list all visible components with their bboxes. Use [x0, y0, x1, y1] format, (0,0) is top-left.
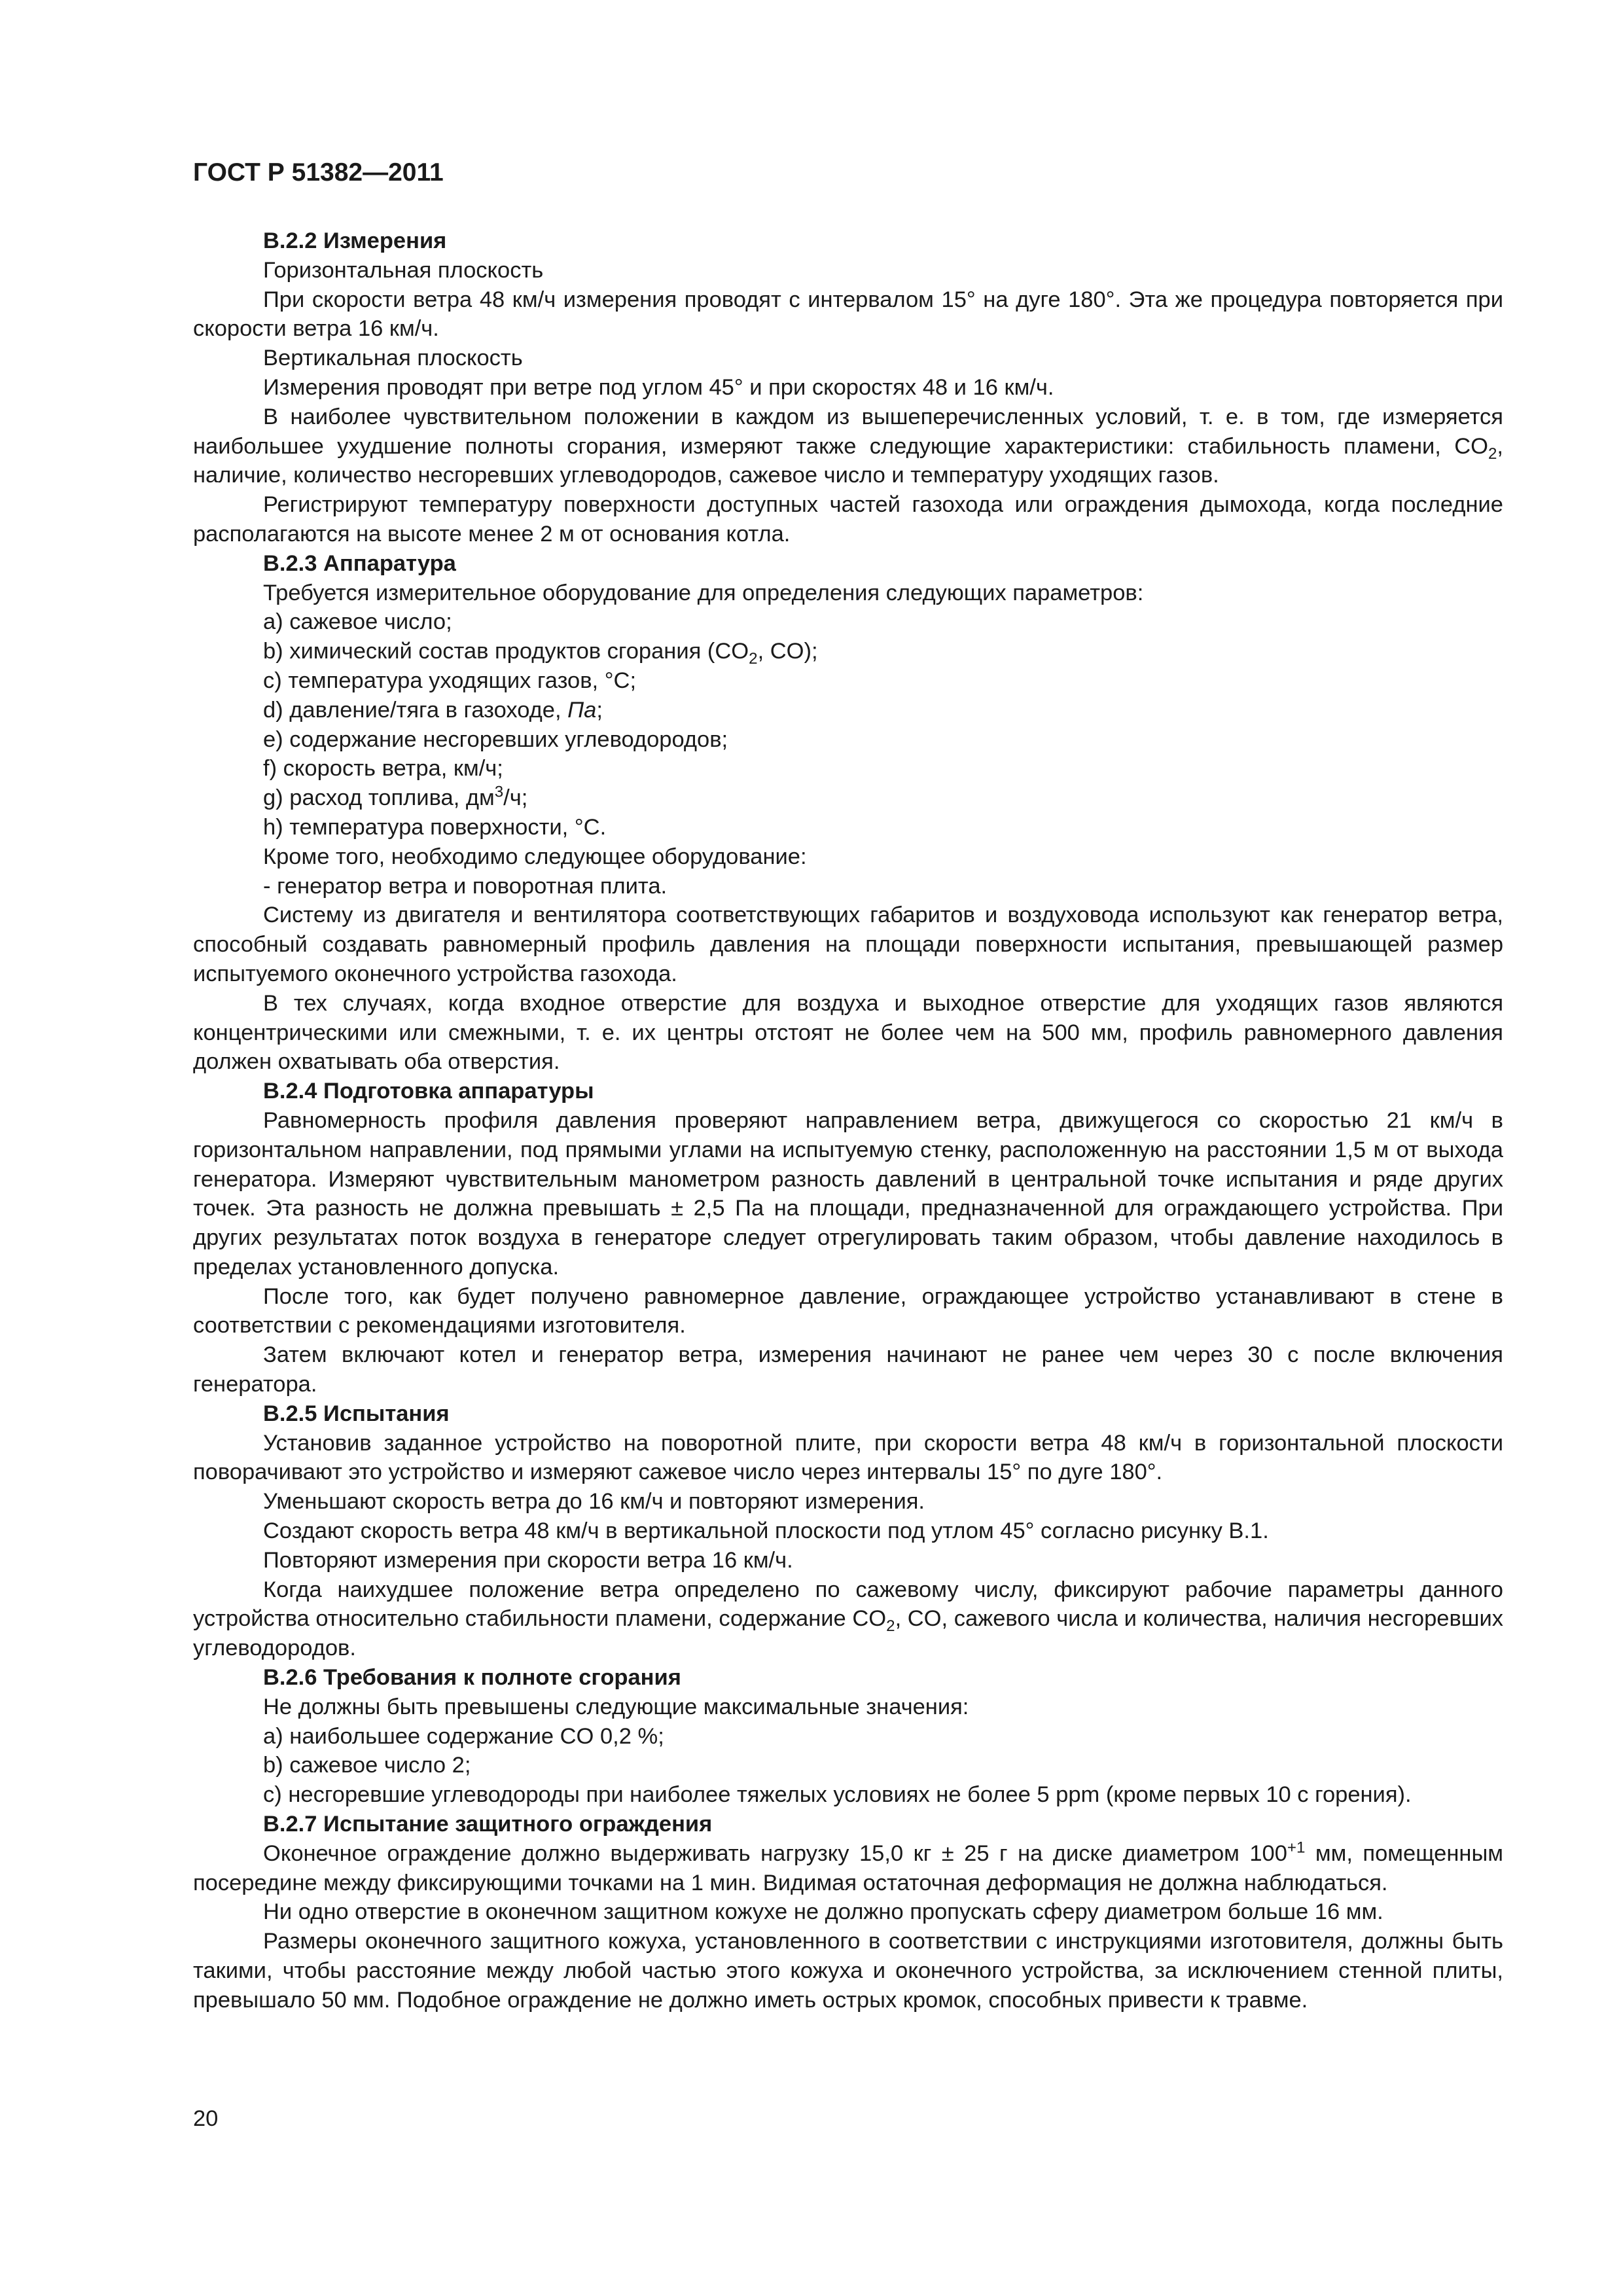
list-item: b) химический состав продуктов сгорания ($CO_2$, CO);	[263, 639, 818, 668]
paragraph: Уменьшают скорость ветра до 16 км/ч и повторяют измерения.	[263, 1489, 925, 1515]
document-body	[193, 226, 1503, 2015]
list-item: b) сажевое число 2;	[263, 1753, 471, 1778]
paragraph: После того, как будет получено равномерное давление, ограждающее устройство устанавливают в стене в соответствии с рекомендациями изготовителя.	[193, 1283, 1503, 1338]
section-heading-b25: В.2.5 Испытания	[263, 1401, 450, 1426]
section-heading-b26: В.2.6 Требования к полноте сгорания	[263, 1665, 681, 1691]
section-heading-b24: В.2.4 Подготовка аппаратуры	[263, 1079, 594, 1104]
list-item: h) температура поверхности, °С.	[263, 814, 607, 840]
paragraph: Вертикальная плоскость	[263, 346, 523, 371]
paragraph: Требуется измерительное оборудование для определения следующих параметров:	[263, 580, 1144, 605]
list-item: - генератор ветра и поворотная плита.	[263, 873, 668, 899]
paragraph: Размеры оконечного защитного кожуха, установленного в соответствии с инструкциями изготовителя, должны быть такими, чтобы расстояние между любой частью этого кожуха и оконечного устройства, за исключением стенной плиты, превышало 50 мм. Подобное ограждение не должно иметь острых кромок, способных привести к травме.	[193, 1929, 1503, 2013]
document-page	[193, 157, 1503, 2015]
list-item: с) несгоревшие углеводороды при наиболее тяжелых условиях не более 5 ppm (кроме первых 10 с горения).	[263, 1782, 1412, 1808]
paragraph: Создают скорость ветра 48 км/ч в вертикальной плоскости под утлом 45° согласно рисунку В.1.	[263, 1518, 1269, 1544]
paragraph: При скорости ветра 48 км/ч измерения проводят с интервалом 15° на дуге 180°. Эта же процедура повторяется при скорости ветра 16 км/ч.	[193, 287, 1503, 342]
paragraph: Горизонтальная плоскость	[263, 257, 544, 283]
paragraph: Регистрируют температуру поверхности доступных частей газохода или ограждения дымохода, когда последние располагаются на высоте менее 2 м от основания котла.	[193, 492, 1503, 547]
paragraph: Затем включают котел и генератор ветра, измерения начинают не ранее чем через 30 с после включения генератора.	[193, 1342, 1503, 1397]
paragraph: Равномерность профиля давления проверяют направлением ветра, движущегося со скоростью 21 км/ч в горизонтальном направлении, под прямыми углами на испытуемую стенку, расположенную на расстоянии 1,5 м от выхода генератора. Измеряют чувствительным манометром разность давлений в центральной точке испытания и ряде других точек. Эта разность не должна превышать ± 2,5 Па на площади, предназначенной для ограждающего устройства. При других результатах поток воздуха в генераторе следует отрегулировать таким образом, чтобы давление находилось в пределах установленного допуска.	[193, 1107, 1503, 1280]
paragraph: Ни одно отверстие в оконечном защитном кожухе не должно пропускать сферу диаметром больше 16 мм.	[263, 1899, 1383, 1925]
paragraph: В наиболее чувствительном положении в каждом из вышеперечисленных условий, т. е. в том, где измеряется наибольшее ухудшение полноты сгорания, измеряют также следующие характеристики: стабильность пламени, $CO_2$, наличие, количество несгоревших углеводородов, сажевое число и температуру уходящих газов.	[193, 404, 1503, 488]
paragraph: В тех случаях, когда входное отверстие для воздуха и выходное отверстие для уходящих газов являются концентрическими или смежными, т. е. их центры отстоят не более чем на 500 мм, профиль равномерного давления должен охватывать оба отверстия.	[193, 990, 1503, 1075]
section-heading-b27: В.2.7 Испытание защитного ограждения	[263, 1812, 713, 1837]
paragraph: Измерения проводят при ветре под углом 45° и при скоростях 48 и 16 км/ч.	[263, 374, 1054, 400]
paragraph: Кроме того, необходимо следующее оборудование:	[263, 844, 807, 869]
list-item: а) сажевое число;	[263, 609, 452, 635]
paragraph: Не должны быть превышены следующие максимальные значения:	[263, 1694, 969, 1719]
section-heading-b23: В.2.3 Аппаратура	[263, 550, 456, 576]
list-item: g) расход топлива, $дм^3/ч$;	[263, 783, 528, 811]
list-item: с) температура уходящих газов, °С;	[263, 668, 637, 693]
list-item: d) давление/тяга в газоходе, Па;	[263, 697, 603, 723]
document-header: ГОСТ Р 51382—2011	[193, 158, 444, 187]
paragraph: Когда наихудшее положение ветра определено по сажевому числу, фиксируют рабочие параметры данного устройства относительно стабильности пламени, содержание $CO_2$, CO, сажевого числа и количества, наличия несгоревших углеводородов.	[193, 1577, 1503, 1661]
paragraph: Систему из двигателя и вентилятора соответствующих габаритов и воздуховода используют как генератор ветра, способный создавать равномерный профиль давления на площади поверхности испытания, превышающей размер испытуемого оконечного устройства газохода.	[193, 903, 1503, 986]
section-heading-b22: В.2.2 Измерения	[263, 228, 447, 253]
paragraph: Установив заданное устройство на поворотной плите, при скорости ветра 48 км/ч в горизонтальной плоскости поворачивают это устройство и измеряют сажевое число через интервалы 15° по дуге 180°.	[193, 1430, 1503, 1485]
paragraph: Повторяют измерения при скорости ветра 16 км/ч.	[263, 1547, 793, 1573]
paragraph: Оконечное ограждение должно выдерживать нагрузку 15,0 кг ± 25 г на диске диаметром $100^{+1}$ мм, помещенным посередине между фиксирующими точками на 1 мин. Видимая остаточная деформация не должна наблюдаться.	[193, 1839, 1503, 1895]
list-item: а) наибольшее содержание CO 0,2 %;	[263, 1723, 664, 1749]
page-number: 20	[193, 2106, 219, 2131]
list-item: f) скорость ветра, км/ч;	[263, 756, 503, 781]
list-item: е) содержание несгоревших углеводородов;	[263, 726, 728, 752]
